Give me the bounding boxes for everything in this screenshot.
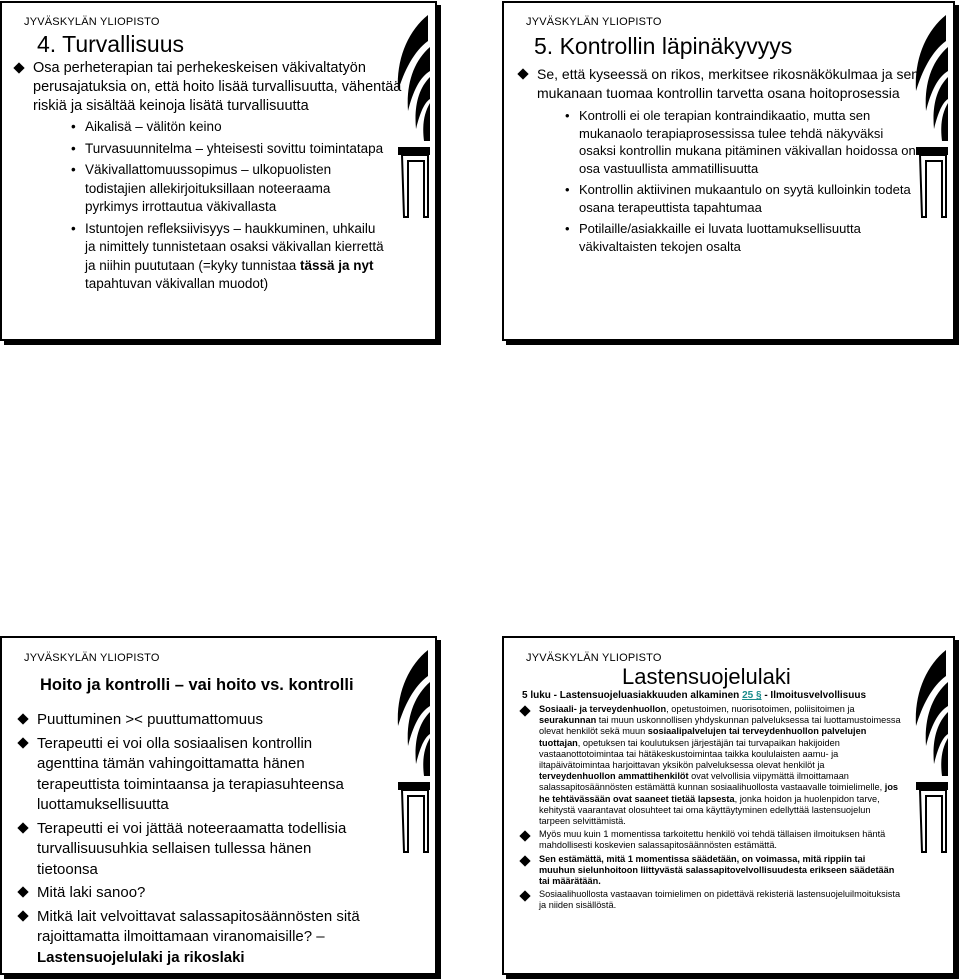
university-header: JYVÄSKYLÄN YLIOPISTO [24, 652, 160, 664]
slide-kontrollin-lapinakyvyys [502, 1, 955, 341]
bullet-item: Puuttuminen >< puuttumattomuus [16, 710, 376, 731]
university-header: JYVÄSKYLÄN YLIOPISTO [526, 16, 662, 28]
law-paragraph: Sosiaalihuollosta vastaavan toimielimen on pidettävä rekisteriä lastensuojeluilmoituksista ja niiden sisällöstä. [518, 889, 903, 911]
slide-title: Lastensuojelulaki [622, 664, 791, 689]
sub-bullet-item: • Turvasuunnitelma – yhteisesti sovittu toimintatapa [69, 140, 424, 159]
sub-bullet-item: • Aikalisä – välitön keino [69, 118, 424, 137]
bullet-item: Terapeutti ei voi olla sosiaalisen kontrollin agenttina tämän vahingoittamatta hänen terapeuttista toimintaansa ja terapiasuhteensa luottamuksellisuutta [16, 734, 376, 816]
slide-title: 5. Kontrollin läpinäkyvyys [534, 33, 793, 59]
sub-bullet-item: • Kontrolli ei ole terapian kontraindikaatio, mutta sen mukanaolo terapiaprosessissa tulee tehdä näkyväksi osaksi kontrollin mukana pitäminen väkivallan hoidossa on osa vastuullista ammatillisuutta [563, 107, 926, 177]
torch-logo-icon [906, 646, 951, 856]
sub-bullet-item: • Istuntojen refleksiivisyys – haukkuminen, uhkailu ja nimittely tunnistetaan osaksi väkivallan kierrettä ja niihin puututaan (=kyky tunnistaa tässä ja nyt tapahtuvan väkivallan muodot) [69, 220, 424, 294]
bullet-item: Terapeutti ei voi jättää noteeraamatta todellisia turvallisuusuhkia sellaisen tullessa hänen tietoonsa [16, 819, 376, 881]
law-paragraph: Sosiaali- ja terveydenhuollon, opetustoimen, nuorisotoimen, poliisitoimen ja seurakunnan tai muun uskonnollisen yhdyskunnan palveluksessa tai luottamustoimessa olevat henkilöt sekä muun sosiaalipalvelujen tai terveydenhuollon palvelujen tuottajan, opetuksen tai koulutuksen järjestäjän tai turvapaikan hakijoiden vastaanottotoimintaa tai hätäkeskustoimintaa taikka koululaisten aamu- ja iltapäivätoimintaa harjoittavan yksikön palveluksessa olevat henkilöt ja terveydenhuollon ammattihenkilöt ovat velvollisia viipymättä ilmoittamaan salassapitosäännösten estämättä kunnan sosiaalihuollosta vastaavalle toimielimelle, jos he tehtävässään ovat saaneet tietää lapsesta, jonka hoidon ja huolenpidon tarve, kehitystä vaarantavat olosuhteet tai oma käyttäytyminen edellyttää lastensuojelun tarpeen selvittämistä. [518, 704, 903, 827]
section-heading: 5 luku - Lastensuojeluasiakkuuden alkaminen 25 § - Ilmoitusvelvollisuus [522, 690, 867, 701]
sub-bullet-item: • Kontrollin aktiivinen mukaantulo on syytä kulloinkin todeta osana terapeuttista tapahtumaa [563, 181, 926, 216]
bullet-item: Se, että kyseessä on rikos, merkitsee rikosnäkökulmaa ja sen mukanaan tuomaa kontrollin tarvetta osana hoitoprosessia [516, 65, 926, 103]
university-header: JYVÄSKYLÄN YLIOPISTO [526, 652, 662, 664]
slide-title: Hoito ja kontrolli – vai hoito vs. kontrolli [40, 676, 354, 694]
bullet-item: Mitkä lait velvoittavat salassapitosäännösten sitä rajoittamatta ilmoittamaan viranomaisille? – Lastensuojelulaki ja rikoslaki [16, 907, 376, 969]
sub-bullet-item: • Väkivallattomuussopimus – ulkopuolisten todistajien allekirjoituksillaan noteeraama pyrkimys irrottautua väkivallasta [69, 161, 424, 217]
slide-title: 4. Turvallisuus [37, 31, 185, 57]
torch-logo-icon [388, 646, 433, 856]
university-header: JYVÄSKYLÄN YLIOPISTO [24, 16, 160, 28]
bullet-item: Mitä laki sanoo? [16, 883, 376, 904]
law-paragraph: Sen estämättä, mitä 1 momentissa säädetään, on voimassa, mitä rippiin tai muuhun sielunhoitoon liittyvästä salassapitovelvollisuudesta erikseen säädetään tai määrätään. [518, 854, 903, 888]
slide-hoito-ja-kontrolli [0, 636, 437, 975]
bullet-item: Osa perheterapian tai perhekeskeisen väkivaltatyön perusajatuksia on, että hoito lisää turvallisuutta, vähentää riskiä ja sisältää keinoja lisätä turvallisuutta [12, 59, 424, 116]
section-link[interactable]: 25 § [742, 690, 762, 701]
law-paragraph: Myös muu kuin 1 momentissa tarkoitettu henkilö voi tehdä tällaisen ilmoituksen häntä mahdollisesti koskevien salassapitosäännösten estämättä. [518, 829, 903, 851]
slide-lastensuojelulaki [502, 636, 955, 975]
sub-bullet-item: • Potilaille/asiakkaille ei luvata luottamuksellisuutta väkivaltaisten tekojen osalta [563, 220, 926, 255]
slide-turvallisuus [0, 1, 437, 341]
